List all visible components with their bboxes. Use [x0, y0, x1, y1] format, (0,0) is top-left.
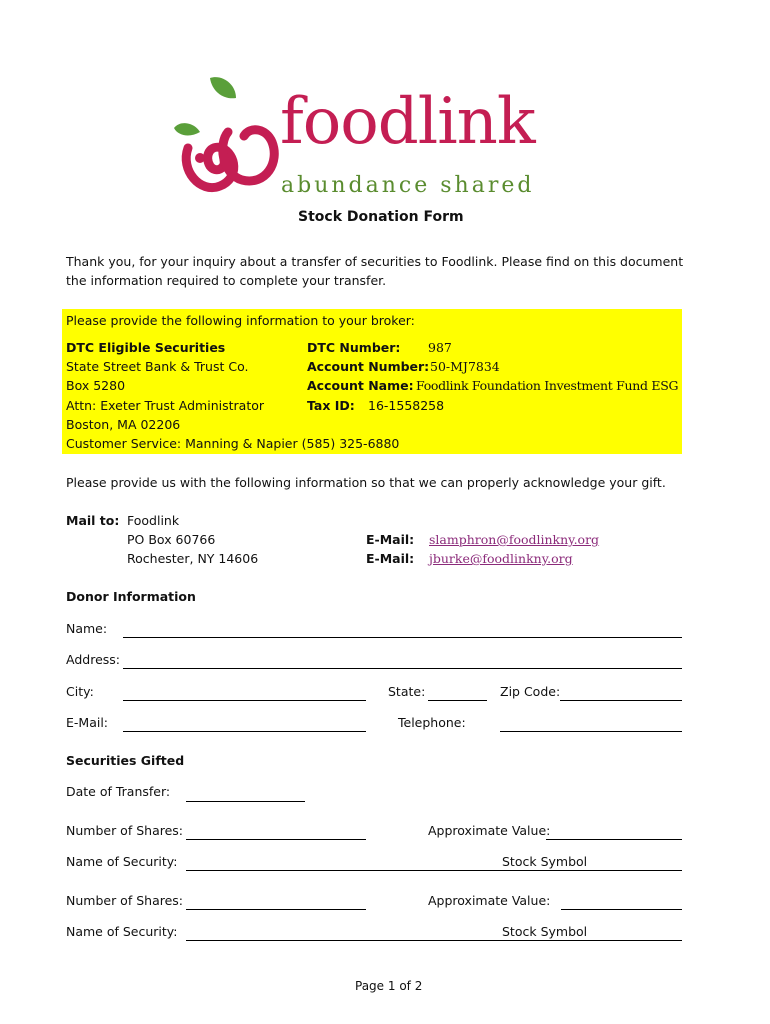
logo-wordmark: foodlink: [280, 85, 535, 159]
security-name-label-1: Name of Security:: [66, 854, 178, 869]
telephone-field[interactable]: [500, 731, 682, 732]
customer-service-line: Customer Service: Manning & Napier (585) 325-6880: [66, 436, 400, 451]
state-label: State:: [388, 684, 426, 699]
leaf-icon: [174, 123, 200, 135]
zip-field[interactable]: [560, 700, 682, 701]
shares-label-2: Number of Shares:: [66, 893, 184, 908]
name-label: Name:: [66, 621, 108, 636]
approx-value-label-1: Approximate Value:: [428, 823, 551, 838]
approx-value-field-2[interactable]: [561, 909, 682, 910]
shares-field-2[interactable]: [186, 909, 366, 910]
state-field[interactable]: [428, 700, 487, 701]
city-line: Boston, MA 02206: [66, 417, 181, 432]
shares-field-1[interactable]: [186, 839, 366, 840]
stock-symbol-label-1: Stock Symbol: [502, 854, 588, 869]
attn-line: Attn: Exeter Trust Administrator: [66, 398, 265, 413]
donor-heading: Donor Information: [66, 589, 196, 604]
email-label-1: E-Mail:: [366, 532, 415, 547]
city-label: City:: [66, 684, 94, 699]
donor-email-label: E-Mail:: [66, 715, 109, 730]
zip-label: Zip Code:: [500, 684, 561, 699]
dtc-number-label: DTC Number:: [307, 340, 401, 355]
address-field[interactable]: [123, 668, 682, 669]
broker-heading: Please provide the following information to your broker:: [66, 313, 415, 328]
account-name-value: Foodlink Foundation Investment Fund ESG: [416, 378, 679, 393]
page-number: Page 1 of 2: [355, 979, 423, 993]
foodlink-logo-mark: [170, 70, 285, 195]
acknowledge-text: Please provide us with the following information so that we can properly acknowledge your gift.: [66, 475, 666, 490]
email-label-2: E-Mail:: [366, 551, 415, 566]
mail-line-1: Foodlink: [127, 513, 180, 528]
bank-name: State Street Bank & Trust Co.: [66, 359, 249, 374]
date-transfer-field[interactable]: [186, 801, 305, 802]
mail-line-3: Rochester, NY 14606: [127, 551, 259, 566]
mail-line-2: PO Box 60766: [127, 532, 216, 547]
intro-line-2: the information required to complete your transfer.: [66, 273, 387, 288]
email-link-jburke[interactable]: jburke@foodlinkny.org: [429, 551, 573, 566]
account-name-label: Account Name:: [307, 378, 414, 393]
securities-heading: Securities Gifted: [66, 753, 185, 768]
account-number-value: 50-MJ7834: [430, 359, 500, 374]
leaf-icon: [210, 77, 236, 98]
security-name-field-2[interactable]: [186, 940, 682, 941]
dtc-eligible-title: DTC Eligible Securities: [66, 340, 226, 355]
approx-value-field-1[interactable]: [546, 839, 682, 840]
dtc-number-value: 987: [428, 340, 452, 355]
approx-value-label-2: Approximate Value:: [428, 893, 551, 908]
mail-to-label: Mail to:: [66, 513, 120, 528]
date-transfer-label: Date of Transfer:: [66, 784, 171, 799]
box-number: Box 5280: [66, 378, 126, 393]
shares-label-1: Number of Shares:: [66, 823, 184, 838]
telephone-label: Telephone:: [398, 715, 466, 730]
intro-line-1: Thank you, for your inquiry about a transfer of securities to Foodlink. Please find on this document: [66, 254, 684, 269]
donor-email-field[interactable]: [123, 731, 366, 732]
tax-id-label: Tax ID:: [307, 398, 355, 413]
logo: [170, 70, 560, 200]
tax-id-value: 16-1558258: [368, 398, 445, 413]
logo-tagline: abundance shared: [281, 173, 535, 198]
account-number-label: Account Number:: [307, 359, 430, 374]
address-label: Address:: [66, 652, 120, 667]
security-name-label-2: Name of Security:: [66, 924, 178, 939]
stock-symbol-label-2: Stock Symbol: [502, 924, 588, 939]
email-link-slamphron[interactable]: slamphron@foodlinkny.org: [429, 532, 600, 547]
form-title: Stock Donation Form: [298, 209, 464, 225]
city-field[interactable]: [123, 700, 366, 701]
name-field[interactable]: [123, 637, 682, 638]
security-name-field-1[interactable]: [186, 870, 682, 871]
